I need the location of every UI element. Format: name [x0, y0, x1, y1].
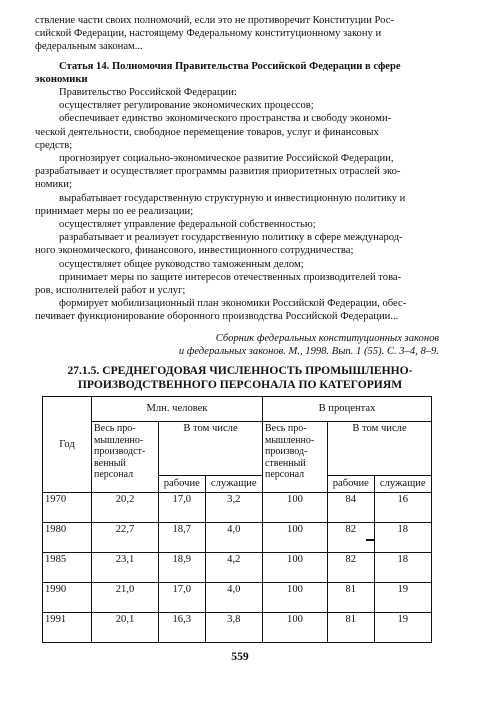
total-pct-header: Весь про-мышленно-производ-ственный персонал	[262, 422, 327, 493]
page-number: 559	[231, 650, 249, 663]
article-heading-cont: экономики	[35, 73, 88, 85]
table-row: 1985 23,1 18,9 4,2 100 82 18	[43, 553, 432, 583]
article-paragraph: обеспечивает единство экономического пространства и свободу экономи-	[59, 113, 392, 125]
article-paragraph: ного экономического, финансового, инвестиционного сотрудничества;	[35, 245, 354, 257]
article-paragraph: номики;	[35, 179, 72, 191]
col-year-header: Год	[43, 397, 92, 493]
section-title: 27.1.5. СРЕДНЕГОДОВАЯ ЧИСЛЕННОСТЬ ПРОМЫШЛЕННО- ПРОИЗВОДСТВЕННОГО ПЕРСОНАЛА ПО КАТЕГОРИЯМ	[67, 364, 413, 391]
group-pct-header: В процентах	[262, 397, 431, 422]
article-paragraph: разрабатывает и реализует государственную политику в сфере международ-	[59, 232, 403, 244]
table-row: 1970 20,2 17,0 3,2 100 84 16	[43, 493, 432, 523]
article-paragraph: разрабатывает и осуществляет программы развития приоритетных отраслей эко-	[35, 166, 401, 178]
intro-line: федеральным законам...	[35, 41, 143, 53]
article-paragraph: средств;	[35, 139, 73, 151]
total-header: Весь про-мышленно-производст-венный персонал	[92, 422, 159, 493]
workers-pct-header: рабочие	[327, 476, 374, 493]
source-citation: и федеральных законов. М., 1998. Вып. 1 (55). С. 3–4, 8–9.	[178, 345, 439, 357]
article-paragraph: вырабатывает государственную структурную и инвестиционную политику и	[59, 192, 406, 204]
employees-pct-header: служащие	[374, 476, 431, 493]
article-paragraph: формирует мобилизационный план экономики Российской Федерации, обес-	[59, 298, 407, 310]
article-paragraph: осуществляет общее руководство таможенным делом;	[59, 258, 304, 270]
intro-line: ствление части своих полномочий, если это не противоречит Конституции Рос-	[35, 15, 394, 26]
table-row: 1991 20,1 16,3 3,8 100 81 19	[43, 613, 432, 643]
incl-pct-header: В том числе	[327, 422, 431, 476]
source-citation: Сборник федеральных конституционных законов	[215, 332, 439, 344]
table-row: 1980 22,7 18,7 4,0 100 82 18	[43, 523, 432, 553]
article-heading: Статья 14. Полномочия Правительства Российской Федерации в сфере	[59, 60, 401, 72]
article-paragraph: осуществляет управление федеральной собственностью;	[59, 219, 316, 231]
article-paragraph: ров, исполнителей работ и услуг;	[35, 285, 186, 297]
table-row: 1990 21,0 17,0 4,0 100 81 19	[43, 583, 432, 613]
table-header-row	[43, 422, 432, 476]
article-paragraph: осуществляет регулирование экономических процессов;	[59, 100, 314, 112]
article-paragraph: Правительство Российской Федерации:	[59, 87, 237, 99]
intro-line: сийской Федерации, настоящему Федеральному конституционному закону и	[35, 28, 382, 40]
article-paragraph: прогнозирует социально-экономическое развитие Российской Федерации,	[59, 153, 394, 165]
stray-dash-mark	[366, 539, 375, 541]
table-header-row	[43, 397, 432, 422]
article-paragraph: принимает меры по защите интересов отечественных производителей това-	[59, 271, 402, 283]
workers-header: рабочие	[159, 476, 206, 493]
group-abs-header: Млн. человек	[92, 397, 263, 422]
employees-header: служащие	[205, 476, 262, 493]
article-paragraph: печивает функционирование оборонного производства Российской Федерации...	[35, 311, 399, 323]
article-paragraph: ческой деятельности, свободное перемещение товаров, услуг и финансовых	[35, 126, 379, 138]
incl-header: В том числе	[159, 422, 263, 476]
main-text	[35, 14, 439, 358]
article-paragraph: принимает меры по ее реализации;	[35, 205, 194, 217]
personnel-table	[42, 396, 432, 643]
